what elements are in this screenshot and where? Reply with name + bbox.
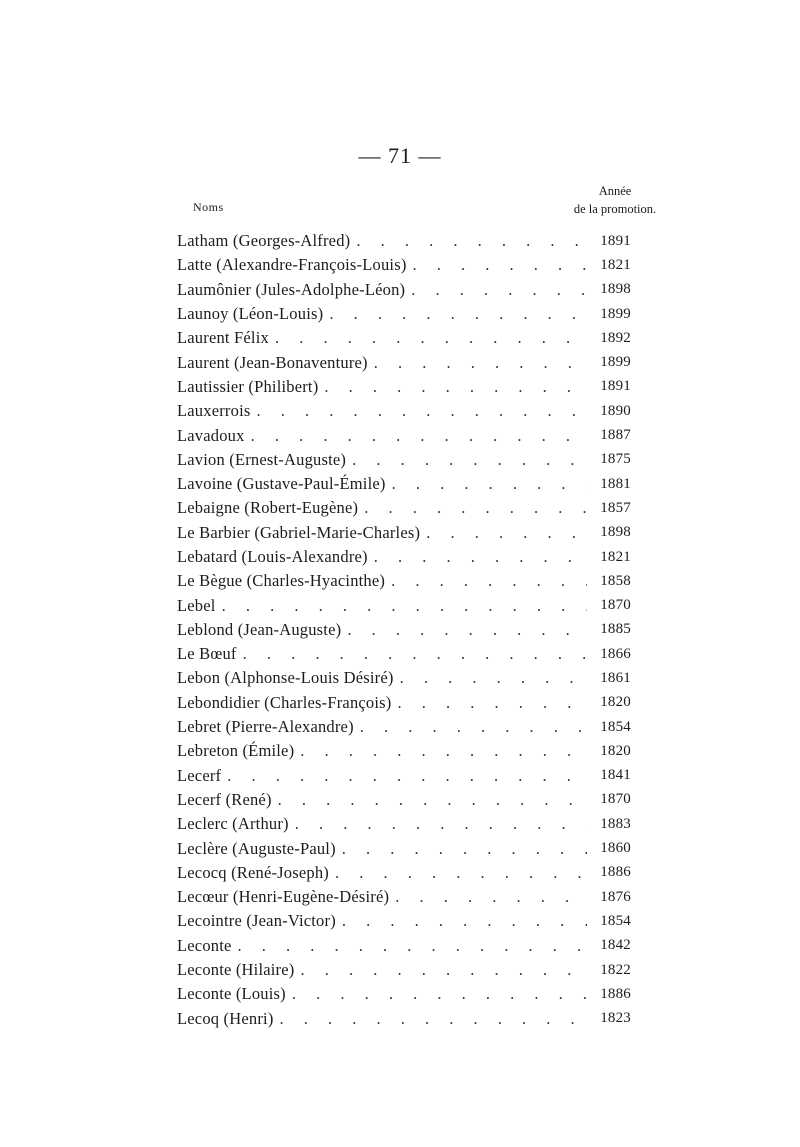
- entry-name: Leconte (Louis): [177, 984, 286, 1004]
- entry-year: 1890: [600, 402, 631, 419]
- entry-name: Laumônier (Jules-Adolphe-Léon): [177, 279, 406, 299]
- entry-year: 1886: [600, 985, 631, 1002]
- entry-name: Lavion (Ernest-Auguste): [177, 449, 347, 469]
- entry-name: Lecerf: [177, 765, 222, 785]
- entry-name: Lecerf (René): [177, 789, 272, 809]
- entry-name: Lebatard (Louis-Alexandre): [177, 547, 368, 566]
- entry-year: 1898: [600, 524, 631, 541]
- entry-name: Latham (Georges-Alfred): [177, 231, 351, 251]
- entry-name: Lecœur (Henri-Eugène-Désiré): [177, 887, 390, 907]
- list-item: [177, 642, 631, 666]
- entry-name: Launoy (Léon-Louis): [177, 304, 324, 324]
- entry-name: Lecocq (René-Joseph): [177, 862, 329, 882]
- column-header-names: Noms: [193, 200, 224, 214]
- entry-year: 1821: [600, 548, 631, 565]
- list-item: [177, 375, 631, 399]
- entry-name: Lebondidier (Charles-François): [177, 692, 392, 712]
- dot-leader: [385, 571, 587, 591]
- dot-leader: [341, 620, 587, 640]
- entry-year: 1881: [600, 475, 631, 492]
- entry-name: Le Barbier (Gabriel-Marie-Charles): [177, 522, 421, 542]
- entry-year: 1898: [600, 281, 631, 298]
- list-item: [177, 861, 631, 885]
- entry-name: Leconte (Hilaire): [177, 960, 295, 980]
- entry-name: Leblond (Jean-Auguste): [177, 619, 342, 639]
- entry-name: Leclère (Auguste-Paul): [177, 838, 336, 858]
- entry-year: 1860: [600, 840, 631, 857]
- dot-leader: [405, 280, 587, 300]
- entry-name: Lavoine (Gustave-Paul-Émile): [177, 474, 386, 494]
- entry-name: Laurent Félix: [177, 328, 269, 348]
- dot-leader: [250, 401, 587, 421]
- list-item: [177, 812, 631, 836]
- dot-leader: [221, 766, 587, 786]
- list-item: [177, 253, 631, 277]
- entry-year: 1822: [600, 961, 631, 978]
- list-item: [177, 545, 631, 569]
- entry-year: 1820: [600, 694, 631, 711]
- entry-year: 1883: [600, 815, 631, 832]
- entry-year: 1857: [600, 499, 631, 516]
- entry-year: 1870: [600, 791, 631, 808]
- list-item: [177, 326, 631, 350]
- entry-name: Lebon (Alphonse-Louis Désiré): [177, 668, 394, 688]
- entry-year: 1892: [600, 329, 631, 346]
- list-item: [177, 666, 631, 690]
- entry-year: 1823: [600, 1010, 631, 1027]
- entry-year: 1899: [600, 354, 631, 371]
- dot-leader: [318, 377, 587, 397]
- dot-leader: [294, 960, 587, 980]
- list-item: [177, 909, 631, 933]
- entry-name: Le Bègue (Charles-Hyacinthe): [177, 571, 386, 591]
- list-item: [177, 350, 631, 374]
- entry-name: Lecoq (Henri): [177, 1008, 274, 1028]
- dot-leader: [368, 353, 587, 373]
- entry-year: 1899: [600, 305, 631, 322]
- dot-leader: [358, 498, 587, 518]
- entry-year: 1854: [600, 718, 631, 735]
- entry-name: Lauxerrois: [177, 401, 251, 421]
- list-item: [177, 764, 631, 788]
- entry-name: Lebel: [177, 595, 216, 615]
- dot-leader: [272, 790, 587, 810]
- entry-year: 1841: [600, 767, 631, 784]
- list-item: [177, 569, 631, 593]
- list-item: [177, 399, 631, 423]
- dot-leader: [286, 984, 587, 1004]
- entry-year: 1866: [600, 645, 631, 662]
- list-item: [177, 836, 631, 860]
- entry-name: Leclerc (Arthur): [177, 814, 289, 834]
- entry-year: 1887: [600, 427, 631, 444]
- dot-leader: [407, 255, 587, 275]
- list-item: [177, 521, 631, 545]
- dot-leader: [391, 693, 587, 713]
- entry-year: 1891: [600, 378, 631, 395]
- dot-leader: [289, 814, 587, 834]
- entry-year: 1861: [600, 669, 631, 686]
- dot-leader: [216, 596, 587, 616]
- entry-year: 1876: [600, 888, 631, 905]
- dot-leader: [274, 1009, 587, 1029]
- dot-leader: [245, 426, 587, 446]
- dot-leader: [323, 304, 587, 324]
- list-item: [177, 229, 631, 253]
- column-header-year: [540, 182, 690, 218]
- dot-leader: [336, 911, 587, 931]
- entry-year: 1842: [600, 937, 631, 954]
- dot-leader: [350, 231, 587, 251]
- dot-leader: [354, 717, 587, 737]
- list-item: [177, 691, 631, 715]
- dot-leader: [329, 863, 587, 883]
- list-item: [177, 982, 631, 1006]
- dot-leader: [294, 741, 587, 761]
- dot-leader: [232, 936, 587, 956]
- list-item: [177, 618, 631, 642]
- list-item: [177, 448, 631, 472]
- dot-leader: [368, 547, 587, 567]
- list-item: [177, 472, 631, 496]
- entry-year: 1820: [600, 742, 631, 759]
- entry-name: Lebreton (Émile): [177, 741, 295, 761]
- entry-year: 1886: [600, 864, 631, 881]
- list-item: [177, 278, 631, 302]
- name-list: [177, 229, 631, 1031]
- entry-year: 1885: [600, 621, 631, 638]
- list-item: [177, 739, 631, 763]
- page-number: — 71 —: [358, 143, 442, 168]
- column-header-year-line1: Année: [598, 184, 632, 198]
- entry-name: Le Bœuf: [177, 644, 237, 664]
- list-item: [177, 958, 631, 982]
- entry-year: 1891: [600, 232, 631, 249]
- entry-name: Laurent (Jean-Bonaventure): [177, 352, 368, 372]
- dot-leader: [336, 839, 587, 859]
- dot-leader: [386, 474, 587, 494]
- entry-year: 1870: [600, 597, 631, 614]
- entry-name: Lebret (Pierre-Alexandre): [177, 717, 354, 737]
- dot-leader: [269, 328, 587, 348]
- entry-year: 1854: [600, 912, 631, 929]
- dot-leader: [389, 887, 587, 907]
- list-item: [177, 496, 631, 520]
- list-item: [177, 885, 631, 909]
- list-item: [177, 715, 631, 739]
- entry-name: Lavadoux: [177, 425, 245, 445]
- list-item: [177, 302, 631, 326]
- entry-name: Lautissier (Philibert): [177, 376, 319, 396]
- list-item: [177, 788, 631, 812]
- list-item: [177, 423, 631, 447]
- entry-name: Leconte: [177, 935, 232, 955]
- entry-year: 1821: [600, 256, 631, 273]
- list-item: [177, 934, 631, 958]
- column-header-year-line2: de la promotion.: [573, 202, 657, 216]
- list-item: [177, 1007, 631, 1031]
- entry-year: 1875: [600, 451, 631, 468]
- dot-leader: [237, 644, 587, 664]
- list-item: [177, 593, 631, 617]
- dot-leader: [346, 450, 587, 470]
- dot-leader: [394, 668, 587, 688]
- entry-year: 1858: [600, 572, 631, 589]
- entry-name: Latte (Alexandre-François-Louis): [177, 255, 407, 275]
- entry-name: Lecointre (Jean-Victor): [177, 911, 336, 931]
- dot-leader: [420, 523, 587, 543]
- entry-name: Lebaigne (Robert-Eugène): [177, 498, 359, 518]
